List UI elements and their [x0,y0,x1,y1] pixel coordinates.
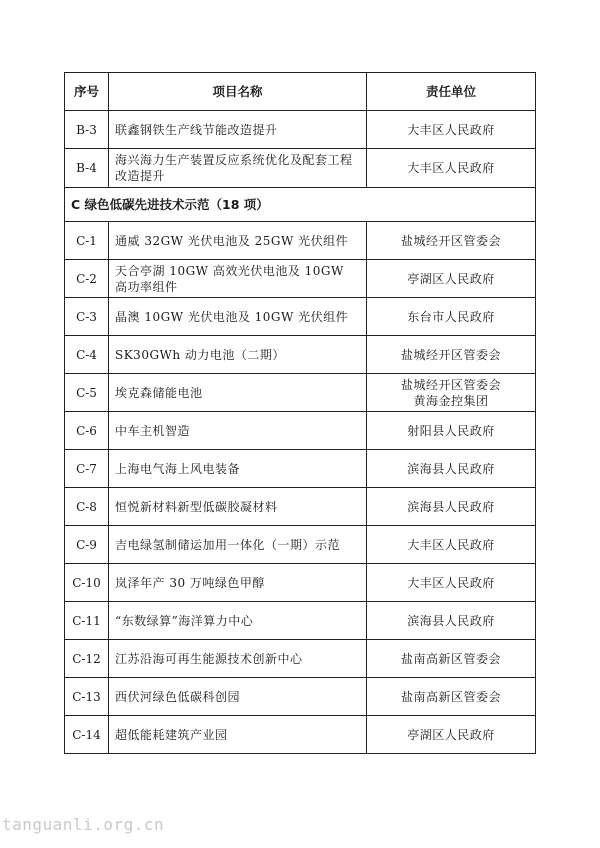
row-name: SK30GWh 动力电池（二期） [109,336,367,374]
table-row [65,336,536,374]
row-no: C-3 [65,298,109,336]
row-unit: 大丰区人民政府 [367,564,536,602]
row-no: C-6 [65,412,109,450]
table-row [65,488,536,526]
table-row [65,374,536,412]
row-no: C-14 [65,716,109,754]
row-no: C-2 [65,260,109,298]
section-row [65,188,536,222]
row-no: C-10 [65,564,109,602]
section-title: C 绿色低碳先进技术示范（18 项） [65,188,536,222]
project-table [64,72,536,754]
row-no: C-11 [65,602,109,640]
row-unit: 东台市人民政府 [367,298,536,336]
row-no: C-13 [65,678,109,716]
row-name: 上海电气海上风电装备 [109,450,367,488]
table-row [65,298,536,336]
row-name: 吉电绿氢制储运加用一体化（一期）示范 [109,526,367,564]
table-row [65,111,536,149]
row-unit-multi [367,374,536,412]
row-name: 通威 32GW 光伏电池及 25GW 光伏组件 [109,222,367,260]
row-name: 海兴海力生产装置反应系统优化及配套工程改造提升 [109,149,367,188]
row-name: 晶澳 10GW 光伏电池及 10GW 光伏组件 [109,298,367,336]
row-name: 恒悦新材料新型低碳胶凝材料 [109,488,367,526]
table-row [65,602,536,640]
watermark: tanguanli.org.cn [2,815,165,834]
row-unit: 亭湖区人民政府 [367,260,536,298]
row-name: 岚泽年产 30 万吨绿色甲醇 [109,564,367,602]
row-unit: 大丰区人民政府 [367,149,536,188]
row-name: 中车主机智造 [109,412,367,450]
table-row [65,564,536,602]
row-name: 天合亭湖 10GW 高效光伏电池及 10GW 高功率组件 [109,260,367,298]
row-name: 西伏河绿色低碳科创园 [109,678,367,716]
header-no: 序号 [65,73,109,111]
row-unit-line: 黄海金控集团 [413,393,489,408]
row-no: C-9 [65,526,109,564]
row-unit: 亭湖区人民政府 [367,716,536,754]
row-unit: 滨海县人民政府 [367,602,536,640]
row-name: “东数绿算”海洋算力中心 [109,602,367,640]
header-name: 项目名称 [109,73,367,111]
table-row [65,640,536,678]
table-row [65,716,536,754]
row-unit: 大丰区人民政府 [367,526,536,564]
row-name: 埃克森储能电池 [109,374,367,412]
table-row [65,450,536,488]
row-unit: 射阳县人民政府 [367,412,536,450]
row-unit-line: 盐城经开区管委会 [400,377,501,392]
row-unit: 盐南高新区管委会 [367,640,536,678]
row-no: C-7 [65,450,109,488]
table-row [65,149,536,188]
row-unit: 盐城经开区管委会 [367,336,536,374]
table-row [65,222,536,260]
row-unit: 盐城经开区管委会 [367,222,536,260]
row-no: C-8 [65,488,109,526]
row-no: C-1 [65,222,109,260]
table-row [65,412,536,450]
row-name: 超低能耗建筑产业园 [109,716,367,754]
row-no: C-12 [65,640,109,678]
row-no: B-3 [65,111,109,149]
row-name: 江苏沿海可再生能源技术创新中心 [109,640,367,678]
row-unit: 滨海县人民政府 [367,488,536,526]
row-no: C-4 [65,336,109,374]
header-unit: 责任单位 [367,73,536,111]
table-row [65,260,536,298]
row-unit: 盐南高新区管委会 [367,678,536,716]
row-name: 联鑫钢铁生产线节能改造提升 [109,111,367,149]
row-unit: 滨海县人民政府 [367,450,536,488]
row-unit: 大丰区人民政府 [367,111,536,149]
table-header-row [65,73,536,111]
table-row [65,678,536,716]
table-row [65,526,536,564]
row-no: B-4 [65,149,109,188]
row-no: C-5 [65,374,109,412]
